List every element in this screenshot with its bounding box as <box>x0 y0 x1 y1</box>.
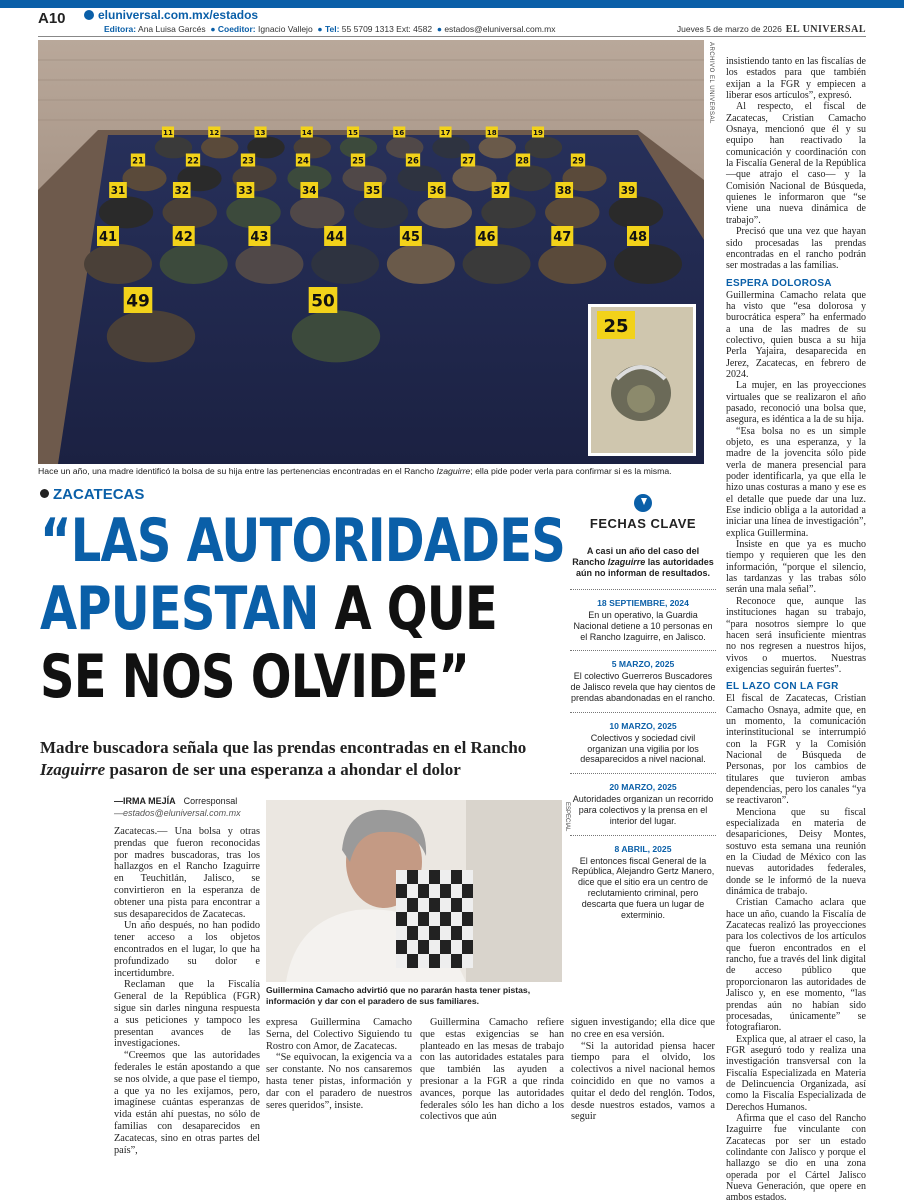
evidence-marker-number: 28 <box>517 155 529 166</box>
evidence-marker-number: 22 <box>187 155 199 166</box>
evidence-marker-number: 16 <box>394 127 405 137</box>
evidence-marker-number: 34 <box>302 185 317 197</box>
bag-shape <box>163 196 217 228</box>
bag-shape <box>545 196 599 228</box>
bag-shape <box>160 244 228 284</box>
plaid-cell <box>396 940 407 954</box>
main-photo-caption: Hace un año, una madre identificó la bolsa de su hija entre las pertenencias encontradas en el Rancho Izaguirre; ella pide poder verla para confirmar si es la misma. <box>38 466 672 476</box>
bag-shape <box>452 165 496 191</box>
plaid-cell <box>462 884 473 898</box>
paragraph: Precisó que una vez que hayan sido procesadas las prendas encontradas en el rancho podrán ser mostradas a las familias. <box>726 226 866 272</box>
paragraph: siguen investigando; ella dice que no cree en esa versión. <box>571 1017 715 1040</box>
key-date-item: 18 SEPTIEMBRE, 2024 En un operativo, la Guardia Nacional detiene a 10 personas en el Rancho Izaguirre, en Jalisco. <box>570 589 716 650</box>
masthead-divider <box>38 36 866 37</box>
paragraph: Zacatecas.— Una bolsa y otras prendas que fueron reconocidas por madres buscadoras, tras los hallazgos en el Rancho Izaguirre en Teuchitlán, Jalisco, se convirtieron en la esperanza de obtener una pista para encontrar a sus desaparecidos de Zacatecas. <box>114 826 260 920</box>
paragraph: La mujer, en las proyecciones virtuales que se realizaron el año pasado, reconoció una bolsa que, asegura, es idéntica a la de su hija. <box>726 380 866 426</box>
plaid-cell <box>462 940 473 954</box>
author-name: —IRMA MEJÍA <box>114 796 176 806</box>
byline <box>114 796 241 818</box>
evidence-marker-number: 33 <box>238 185 253 197</box>
bag-shape <box>84 244 152 284</box>
plaid-cell <box>451 870 462 884</box>
plaid-cell <box>451 926 462 940</box>
author-email: —estados@eluniversal.com.mx <box>114 808 241 818</box>
evidence-marker-number: 18 <box>486 127 497 137</box>
headline-line-1: “LAS AUTORIDADES <box>40 506 565 576</box>
plaid-cell <box>440 954 451 968</box>
article-column-right <box>726 56 866 1204</box>
subheadline: Madre buscadora señala que las prendas encontradas en el Rancho Izaguirre pasaron de ser una esperanza a ahondar el dolor <box>40 738 527 779</box>
evidence-marker-number: 50 <box>311 290 335 311</box>
evidence-marker-number: 12 <box>209 127 220 137</box>
inset-marker: 25 <box>603 316 629 337</box>
paragraph: “Esa bolsa no es un simple objeto, es una esperanza, y la madre de la jovencita sólo pide verla de manera presencial para poder identificarla, ya que ella le hizo unas costuras a mano y ese es el detalle que puede dar una luz. Ese indicio obliga a la autoridad a iniciar una línea de investigación”, explica Guillermina. <box>726 425 866 539</box>
plaid-cell <box>396 954 407 968</box>
photo-credit: ARCHIVO EL UNIVERSAL <box>708 42 714 124</box>
bag-shape <box>479 136 516 158</box>
paragraph: Cristian Camacho aclara que hace un año, cuando la Fiscalía de Zacatecas realizó las proyecciones para los colectivos de los artículos que fueron encontrados en el rancho, fue a través del link digital de acceso público que proporcionaron las autoridades de Jalisco y, en ese momento, “las prendas aún no habían sido procesadas, únicamente” se fotografiaron. <box>726 897 866 1034</box>
plaid-cell <box>451 898 462 912</box>
evidence-marker-number: 46 <box>477 230 496 245</box>
bag-shape <box>201 136 238 158</box>
evidence-marker-number: 32 <box>174 185 189 197</box>
plaid-cell <box>440 926 451 940</box>
article-column-1 <box>114 826 260 1156</box>
bag-shape <box>387 244 455 284</box>
site-url: eluniversal.com.mx/estados <box>84 8 258 22</box>
key-date-item: 20 MARZO, 2025 Autoridades organizan un recorrido para colectivos y la prensa en el interior del lugar. <box>570 773 716 834</box>
plaid-cell <box>440 940 451 954</box>
evidence-marker-number: 27 <box>462 155 474 166</box>
evidence-marker-number: 13 <box>255 127 266 137</box>
bag-shape <box>507 165 551 191</box>
evidence-marker-number: 35 <box>365 185 381 197</box>
plaid-cell <box>462 898 473 912</box>
plaid-cell <box>396 884 407 898</box>
woman-portrait-illustration <box>266 800 562 982</box>
bag-shape <box>235 244 303 284</box>
portrait-photo <box>266 800 562 982</box>
plaid-cell <box>462 954 473 968</box>
plaid-cell <box>418 912 429 926</box>
evidence-marker-number: 11 <box>163 127 173 137</box>
evidence-marker-number: 45 <box>401 230 420 245</box>
bag-shape <box>311 244 379 284</box>
evidence-marker-number: 38 <box>557 185 572 197</box>
plaid-cell <box>451 954 462 968</box>
paragraph: Guillermina Camacho relata que ha visto que “esa dolorosa y burocrática espera” ha enfermado a una de las madres de su colectivo, quien busca a su hija Perla Yajaira, desaparecida en Jerez, Zacatecas, en febrero de 2024. <box>726 289 866 380</box>
plaid-cell <box>429 870 440 884</box>
bag-shape <box>226 196 280 228</box>
plaid-cell <box>440 912 451 926</box>
evidence-marker-number: 39 <box>620 185 636 197</box>
plaid-cell <box>407 884 418 898</box>
key-date-item: 5 MARZO, 2025 El colectivo Guerreros Buscadores de Jalisco revela que hay cientos de prendas abandonadas en el rancho. <box>570 650 716 711</box>
evidence-marker-number: 15 <box>348 127 358 137</box>
plaid-cell <box>396 898 407 912</box>
plaid-cell <box>418 884 429 898</box>
article-column-4 <box>571 1017 715 1123</box>
evidence-marker-number: 17 <box>440 127 451 137</box>
plaid-cell <box>407 926 418 940</box>
paragraph: Un año después, no han podido tener acceso a los objetos encontrados en el lugar, lo que ha profundizado su dolor e incertidumbre. <box>114 920 260 979</box>
evidence-marker-number: 42 <box>174 230 193 245</box>
plaid-cell <box>429 940 440 954</box>
site-dot-icon <box>84 10 94 20</box>
author-role: Corresponsal <box>183 796 238 806</box>
paragraph: insistiendo tanto en las fiscalías de los estados para que también exijan a la FGR y empiecen a liberar esos artículos”, expresó. <box>726 56 866 102</box>
plaid-cell <box>429 898 440 912</box>
paragraph: expresa Guillermina Camacho Serna, del Colectivo Siguiendo tu Rostro con Amor, de Zacatecas. <box>266 1017 412 1052</box>
bag-shape <box>122 165 166 191</box>
plaid-cell <box>418 898 429 912</box>
plaid-cell <box>462 912 473 926</box>
key-dates-box <box>570 494 716 928</box>
subheading-lazo: EL LAZO CON LA FGR <box>726 681 839 693</box>
headline <box>40 506 565 712</box>
portrait-caption: Guillermina Camacho advirtió que no pararán hasta tener pistas, información y dar con el paradero de sus familiares. <box>266 985 531 1006</box>
bag-shape <box>99 196 153 228</box>
article-column-3 <box>420 1017 564 1123</box>
plaid-cell <box>407 954 418 968</box>
bag-shape <box>609 196 663 228</box>
headline-line-3: SE NOS OLVIDE” <box>40 642 470 712</box>
bag-closeup-illustration <box>591 307 693 453</box>
plaid-cell <box>396 870 407 884</box>
plaid-cell <box>407 898 418 912</box>
portrait-credit: ESPECIAL <box>564 802 570 832</box>
paragraph: Explica que, al atraer el caso, la FGR aseguró todo y realiza una investigación transversal con la Fiscalía Especializada en Materia de Delincuencia Organizada, así como la Fiscalía Especializada de Derechos Humanos. <box>726 1033 866 1113</box>
main-photo <box>38 40 704 464</box>
article-column-2 <box>266 1017 412 1111</box>
plaid-cell <box>451 940 462 954</box>
evidence-marker-number: 23 <box>242 155 254 166</box>
subheading-espera: ESPERA DOLOROSA <box>726 277 832 289</box>
headline-line-2: APUESTAN A QUE <box>40 574 497 644</box>
plaid-cell <box>429 926 440 940</box>
bag-shape <box>614 244 682 284</box>
plaid-cell <box>396 926 407 940</box>
plaid-cell <box>418 954 429 968</box>
issue-date: Jueves 5 de marzo de 2026 EL UNIVERSAL <box>676 24 866 35</box>
evidence-marker-number: 21 <box>132 155 144 166</box>
bag-shape <box>481 196 535 228</box>
bag-shape <box>354 196 408 228</box>
bag-shape <box>107 310 195 362</box>
plaid-cell <box>407 912 418 926</box>
paragraph: El fiscal de Zacatecas, Cristian Camacho Osnaya, admite que, en un momento, la comunicación interinstitucional se interrumpió con la FGR y la Comisión Nacional de Búsqueda de Personas, por los cambios de titulares que tuvieron ambas dependencias, pero los canales “ya se reactivaron”. <box>726 693 866 807</box>
plaid-cell <box>440 884 451 898</box>
plaid-cell <box>440 898 451 912</box>
plaid-cell <box>396 912 407 926</box>
bag-shape <box>292 310 380 362</box>
paragraph: Insiste en que ya es mucho tiempo y requieren que les den información, “porque el silencio, las tardanzas y las trabas sólo serán una mala señal”. <box>726 539 866 596</box>
masthead-bar <box>0 0 904 8</box>
paragraph: Reconoce que, aunque las instituciones hagan su trabajo, “para nosotros siempre lo que hacen será insuficiente mientras no nos regresen a nuestros hijos, vivos o muertos. Nuestras exigencias seguirán fuertes”. <box>726 595 866 675</box>
evidence-marker-number: 31 <box>110 185 126 197</box>
paragraph: Al respecto, el fiscal de Zacatecas, Cristian Camacho Osnaya, mencionó que él y su equipo han reactivado la comunicación y coordinación con la Fiscalía General de la República —que atrajo el caso— y la Comisión Nacional de Búsqueda, quienes le informaron que “se viene una nueva dinámica de trabajo”. <box>726 101 866 226</box>
inset-photo <box>588 304 696 456</box>
paragraph: Afirma que el caso del Rancho Izaguirre fue vinculante con Zacatecas por ser un estado colindante con Jalisco y porque el hallazgo se dio en una zona operada por el Cártel Jalisco Nueva Generación, que opere en ambos estados. <box>726 1112 866 1204</box>
plaid-cell <box>451 912 462 926</box>
evidence-marker-number: 49 <box>126 290 150 311</box>
plaid-cell <box>440 870 451 884</box>
bag-shape <box>538 244 606 284</box>
plaid-cell <box>418 926 429 940</box>
evidence-marker-number: 43 <box>250 230 269 245</box>
key-date-item: 8 ABRIL, 2025 El entonces fiscal General de la República, Alejandro Gertz Manero, dice que el sitio era un centro de reclutamiento criminal, pero descarta que fuera un lugar de exterminio. <box>570 835 716 929</box>
plaid-cell <box>462 926 473 940</box>
section-bullet-icon <box>40 489 49 498</box>
evidence-marker-number: 44 <box>326 230 345 245</box>
paragraph: “Si la autoridad piensa hacer tiempo para el olvido, los colectivos a nivel nacional hemos coincidido en que no vamos a quitar el dedo del renglón. Todos, desde nuestros estados, vamos a seguir <box>571 1040 715 1123</box>
plaid-cell <box>407 870 418 884</box>
plaid-cell <box>462 870 473 884</box>
plaid-cell <box>451 884 462 898</box>
plaid-cell <box>429 912 440 926</box>
evidence-marker-number: 29 <box>572 155 584 166</box>
evidence-marker-number: 48 <box>628 230 648 245</box>
evidence-marker-number: 36 <box>429 185 444 197</box>
evidence-marker-number: 47 <box>553 230 572 245</box>
evidence-marker-number: 19 <box>533 127 543 137</box>
section-label: ZACATECAS <box>40 486 144 503</box>
key-dates-intro: A casi un año del caso del Rancho Izaguirre las autoridades aún no informan de resultados. <box>572 546 714 578</box>
plaid-cell <box>429 884 440 898</box>
plaid-cell <box>418 870 429 884</box>
evidence-marker-number: 14 <box>301 127 312 137</box>
evidence-marker-number: 24 <box>297 155 309 166</box>
plaid-cell <box>407 940 418 954</box>
plaid-cell <box>418 940 429 954</box>
bag-shape <box>418 196 472 228</box>
paragraph: Guillermina Camacho refiere que estas exigencias se han planteado en las mesas de trabajo con las autoridades estatales para que también las ayuden a presionar a la FGR a que rinda avances, porque las autoridades federales sólo les han dicho a los colectivos que aún <box>420 1017 564 1123</box>
bag-shape <box>463 244 531 284</box>
paragraph: Menciona que su fiscal especializada en materia de desapariciones, Deisy Montes, sostuvo esta semana una reunión en la Ciudad de México con las nuevas autoridades federales, donde se le informó de la nueva dinámica de trabajo. <box>726 806 866 898</box>
paragraph: “Creemos que las autoridades federales le están apostando a que se nos olvide, a que pase el tiempo, a que ya no les exijamos, pero, imagínese cuántas esperanzas de vida están ahí puestas, no sólo de familias con desaparecidos en Zacatecas, sino en otras partes del país”, <box>114 1050 260 1156</box>
page-number: A10 <box>38 10 66 27</box>
evidence-marker-number: 25 <box>352 155 364 166</box>
bag-shape <box>525 136 562 158</box>
masthead <box>0 0 904 40</box>
paragraph: “Se equivocan, la exigencia va a ser constante. No nos cansaremos hasta tener pistas, información y dar con el paradero de nuestros seres queridos”, insiste. <box>266 1052 412 1111</box>
paragraph: Reclaman que la Fiscalía General de la República (FGR) sigue sin darles ninguna respuesta a sus peticiones y tampoco les presentan avances de las investigaciones. <box>114 979 260 1050</box>
bag-shape <box>290 196 344 228</box>
plaid-cell <box>429 954 440 968</box>
masthead-credits: Editora: Ana Luisa Garcés ● Coeditor: Ignacio Vallejo ● Tel: 55 5709 1313 Ext: 4582 ● estados@eluniversal.com.mx <box>104 24 556 34</box>
evidence-marker-number: 37 <box>493 185 508 197</box>
key-date-item: 10 MARZO, 2025 Colectivos y sociedad civil organizan una vigilia por los desaparecidos a nivel nacional. <box>570 712 716 773</box>
evidence-marker-number: 41 <box>98 230 118 245</box>
key-dates-title: FECHAS CLAVE <box>589 516 697 531</box>
location-pin-icon <box>634 494 652 512</box>
evidence-marker-number: 26 <box>407 155 419 166</box>
